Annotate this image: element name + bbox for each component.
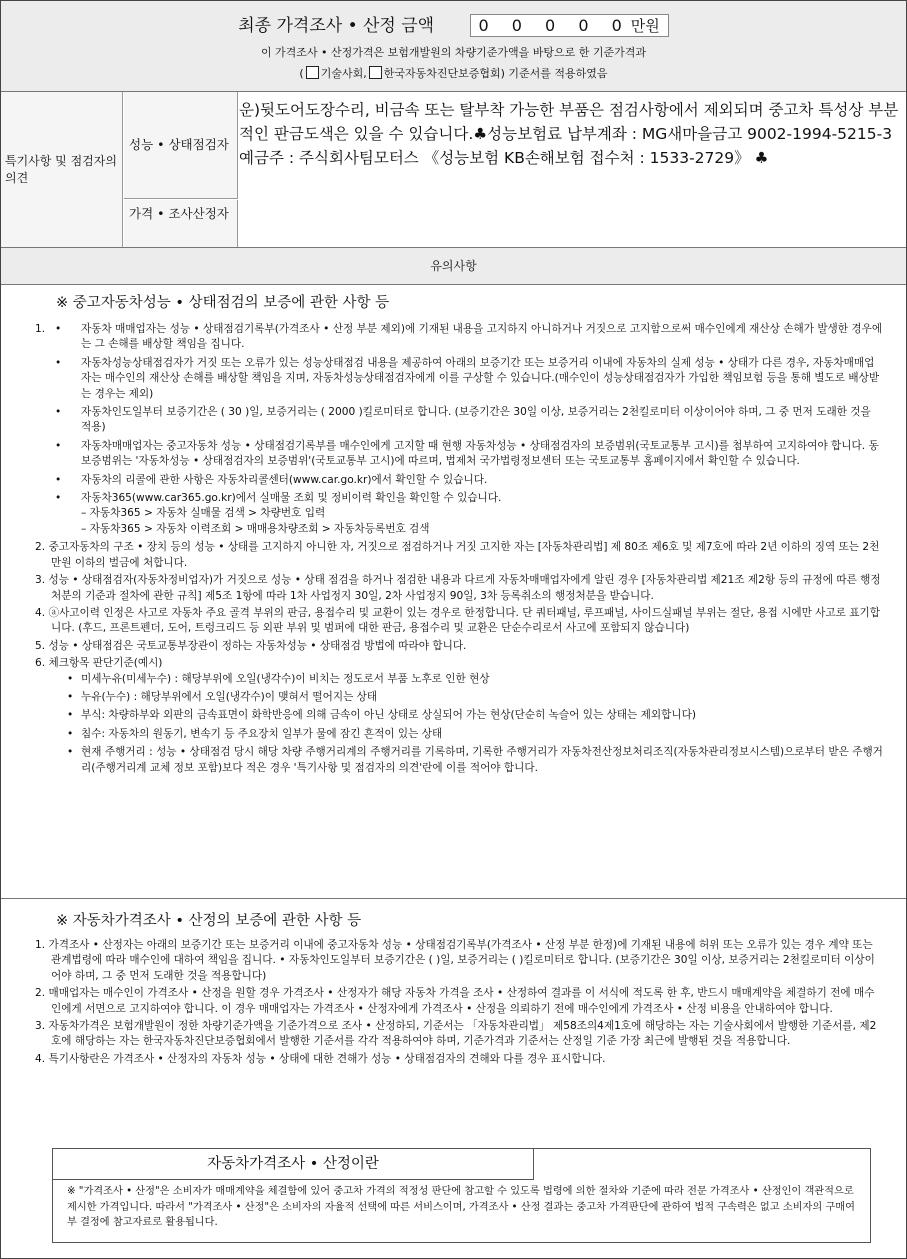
- final-price-title: 최종 가격조사 • 산정 금액: [238, 16, 435, 36]
- checkbox-diagnosis-association[interactable]: [369, 66, 382, 79]
- final-price-line: [1, 11, 906, 37]
- option-engineers-association: 기술사회,: [320, 67, 367, 80]
- standard-applied-text: 기준서를 적용하였음: [508, 67, 608, 80]
- section-divider: [1, 898, 906, 899]
- standard-selection-line: [1, 65, 906, 81]
- final-price-amount-box: [470, 14, 669, 37]
- section2-item: 4. 특기사항란은 가격조사 • 산정자의 자동차 성능 • 상태에 대한 견해가 성능 • 상태점검자의 견해와 다를 경우 표시합니다.: [35, 1052, 606, 1065]
- item4: 4. ⓐ사고이력 인정은 사고로 자동차 주요 골격 부위의 판금, 용접수리 및 교환이 있는 경우로 한정합니다. 단 쿼터패널, 루프패널, 사이드실패널 부위는 절단, 용접 시에만 사고로 표기합니다. (후드, 프론트펜더, 도어, 트렁크리드 등 외판 부위 및 범퍼에 대한 판금, 용접수리 및 교환은 단순수리로서 사고에 포함되지 않습니다): [35, 606, 880, 635]
- paren-open: (: [299, 67, 304, 80]
- item3: 3. 성능 • 상태점검자(자동차정비업자)가 거짓으로 성능 • 상태 점검을 하거나 점검한 내용과 다르게 자동차매매업자에게 알린 경우 [자동차관리법 제21조 제2항 등의 규정에 따른 행정처분의 기준과 절차에 관한 규칙] 제5조 1항에 따라 1차 사업정지 30일, 2차 사업정지 90일, 3차 등록취소의 행정처분을 받습니다.: [35, 574, 881, 602]
- section1-heading: ※ 중고자동차성능 • 상태점검의 보증에 관한 사항 등: [56, 295, 390, 311]
- checkbox-engineers-association[interactable]: [306, 66, 319, 79]
- appraiser-label: 가격 • 조사산정자: [124, 200, 238, 247]
- item6-bullet: • 누유(누수) : 해당부위에서 오일(냉각수)이 맺혀서 떨어지는 상태: [35, 690, 884, 705]
- item6-bullet: • 현재 주행거리 : 성능 • 상태점검 당시 해당 차량 주행거리계의 주행거리를 기록하며, 기록한 주행거리가 자동차전산정보처리조직(자동차관리정보시스템)으로부터 받은 주행거리(주행거리계 교체 정보 포함)보다 적은 경우 '특기사항 및 점검자의 의견'란에 이를 적어야 합니다.: [35, 745, 884, 776]
- option-diagnosis-association: 한국자동차진단보증협회): [383, 67, 505, 80]
- final-price-digits: 0 0 0 0 0: [478, 16, 631, 35]
- definition-box: [52, 1148, 871, 1243]
- item1-block: [35, 322, 884, 537]
- item1-sub-line: – 자동차365 > 자동차 이력조회 > 매매용차량조회 > 자동차등록번호 검색: [81, 522, 430, 535]
- section2-list: [35, 938, 884, 1069]
- item1-bullet: • 자동차매매업자는 중고자동차 성능 • 상태점검기록부를 매수인에게 고지할 때 현행 자동차성능 • 상태점검자의 보증범위(국토교통부 고시)를 첨부하여 고지하여야 합니다. 동 보증범위는 '자동차성능 • 상태점검자의 보증범위'(국토교통부 고시)에 따르며, 법제처 국가법령정보센터 또는 국토교통부 홈페이지에서 확인할 수 있습니다.: [35, 439, 884, 470]
- final-price-header: [1, 1, 906, 92]
- item6-bullet: • 미세누유(미세누수) : 해당부위에 오일(냉각수)이 비치는 정도로서 부품 노후로 인한 현상: [35, 672, 884, 687]
- special-notes-label: 특기사항 및 점검자의 의견: [1, 92, 123, 247]
- item6-bullet: • 부식: 차량하부와 외판의 금속표면이 화학반응에 의해 금속이 아닌 상태로 상실되어 가는 현상(단순히 녹슬어 있는 상태는 제외합니다): [35, 708, 884, 723]
- special-notes-section: [1, 92, 906, 248]
- item6-bullet: • 침수: 자동차의 원동기, 변속기 등 주요장치 일부가 물에 잠긴 흔적이 있는 상태: [35, 727, 884, 742]
- section1-list: [35, 322, 884, 779]
- inspector-label: 성능 • 상태점검자: [124, 92, 238, 199]
- final-price-unit: 만원: [630, 17, 660, 35]
- item1-bullet: • 자동차성능상태점검자가 거짓 또는 오류가 있는 성능상태점검 내용을 제공하여 아래의 보증기간 또는 보증거리 이내에 자동차의 실제 성능 • 상태가 다른 경우, 자동차매매업자는 매수인의 재산상 손해를 배상할 책임을 지며, 자동차성능상태점검자에게 이를 구상할 수 있습니다.(매수인이 성능상태점검자가 가입한 책임보험 등을 통해 별도로 배상받는 경우는 제외): [35, 356, 884, 402]
- item1-sub-line: – 자동차365 > 자동차 실매물 검색 > 차량번호 입력: [81, 507, 326, 520]
- item1-bullet: • 자동차365(www.car365.go.kr)에서 실매물 조회 및 정비이력 확인을 확인할 수 있습니다.: [35, 491, 884, 506]
- definition-body: ※ "가격조사 • 산정"은 소비자가 매매계약을 체결함에 있어 중고차 가격의 적정성 판단에 참고할 수 있도록 법령에 의한 절차와 기준에 따라 전문 가격조사 • 산정인이 객관적으로 제시한 가격입니다. 따라서 "가격조사 • 산정"은 소비자의 자율적 선택에 따른 서비스이며, 가격조사 • 산정 결과는 중고차 가격판단에 관하여 법적 구속력은 없고 소비자의 구매여부 결정에 참고자료로 활용됩니다.: [67, 1186, 855, 1228]
- item5: 5. 성능 • 상태점검은 국토교통부장관이 정하는 자동차성능 • 상태점검 방법에 따라야 합니다.: [35, 639, 467, 652]
- item1-number: 1.: [35, 323, 46, 335]
- definition-title: 자동차가격조사 • 산정이란: [53, 1149, 534, 1180]
- section2-item: 2. 매매업자는 매수인이 가격조사 • 산정을 원할 경우 가격조사 • 산정자가 해당 자동차 가격을 조사 • 산정하여 결과를 이 서식에 적도록 한 후, 반드시 매매계약을 체결하기 전에 매수인에게 서면으로 고지하여야 합니다. 이 경우 매매업자는 가격조사 • 산정자에게 가격조사 • 산정을 의뢰하기 전에 매수인에게 가격조사 • 산정 비용을 안내하여야 합니다.: [35, 987, 875, 1015]
- appraiser-opinion-text[interactable]: [239, 200, 906, 247]
- item6: 6. 체크항목 판단기준(예시): [35, 657, 163, 670]
- section2-item: 1. 가격조사 • 산정자는 아래의 보증기간 또는 보증거리 이내에 중고자동차 성능 • 상태점검기록부(가격조사 • 산정 부분 한정)에 기재된 내용에 허위 또는 오류가 있는 경우 계약 또는 관계법령에 따라 매수인에 대하여 책임을 집니다. • 자동차인도일부터 보증기간은 ( )일, 보증거리는 ( )킬로미터로 합니다. (보증기간은 30일 이상, 보증거리는 2천킬로미터 이상이어야 하며, 그 중 먼저 도래한 것을 적용합니다): [35, 939, 875, 982]
- item1-bullet: • 자동차인도일부터 보증기간은 ( 30 )일, 보증거리는 ( 2000 )킬로미터로 합니다. (보증기간은 30일 이상, 보증거리는 2천킬로미터 이상이어야 하며, 그 중 먼저 도래한 것을 적용): [35, 405, 884, 436]
- price-basis-note: 이 가격조사 • 산정가격은 보험개발원의 차량기준가액을 바탕으로 한 기준가격과: [260, 46, 647, 59]
- item1-bullet: • 자동차 매매업자는 성능 • 상태점검기록부(가격조사 • 산정 부분 제외)에 기재된 내용을 고지하지 아니하거나 거짓으로 고지함으로써 매수인에게 재산상 손해가 발생한 경우에는 그 손해를 배상할 책임을 집니다.: [35, 322, 884, 353]
- item1-bullet: • 자동차의 리콜에 관한 사항은 자동차리콜센터(www.car.go.kr)에서 확인할 수 있습니다.: [35, 473, 884, 488]
- notice-title: 유의사항: [1, 248, 906, 285]
- item2: 2. 중고자동차의 구조 • 장치 등의 성능 • 상태를 고지하지 아니한 자, 거짓으로 점검하거나 거짓 고지한 자는 [자동차관리법] 제 80조 제6호 및 제7호에 따라 2년 이하의 징역 또는 2천만원 이하의 벌금에 처합니다.: [35, 541, 880, 569]
- section2-item: 3. 자동차가격은 보험개발원이 정한 차량기준가액을 기준가격으로 조사 • 산정하되, 기준서는 「자동차관리법」 제58조의4제1호에 해당하는 자는 기술사회에서 발행한 기준서를, 제2호에 해당하는 자는 한국자동차진단보증협회에서 발행한 기준서를 각각 적용하여야 하며, 기준가격과 기준서는 산정일 기준 가장 최근에 발행된 것을 적용합니다.: [35, 1020, 877, 1048]
- section2-heading: ※ 자동차가격조사 • 산정의 보증에 관한 사항 등: [56, 913, 362, 929]
- inspector-opinion-text[interactable]: 운)뒷도어도장수리, 비금속 또는 탈부착 가능한 부품은 점검사항에서 제외되며 중고차 특성상 부분적인 판금도색은 있을 수 있습니다.♣성능보험료 납부계좌 : MG새마을금고 9002-1994-5215-3 예금주 : 주식회사팀모터스 《성능보험 KB손해보험 접수처 : 1533-2729》 ♣: [239, 101, 899, 167]
